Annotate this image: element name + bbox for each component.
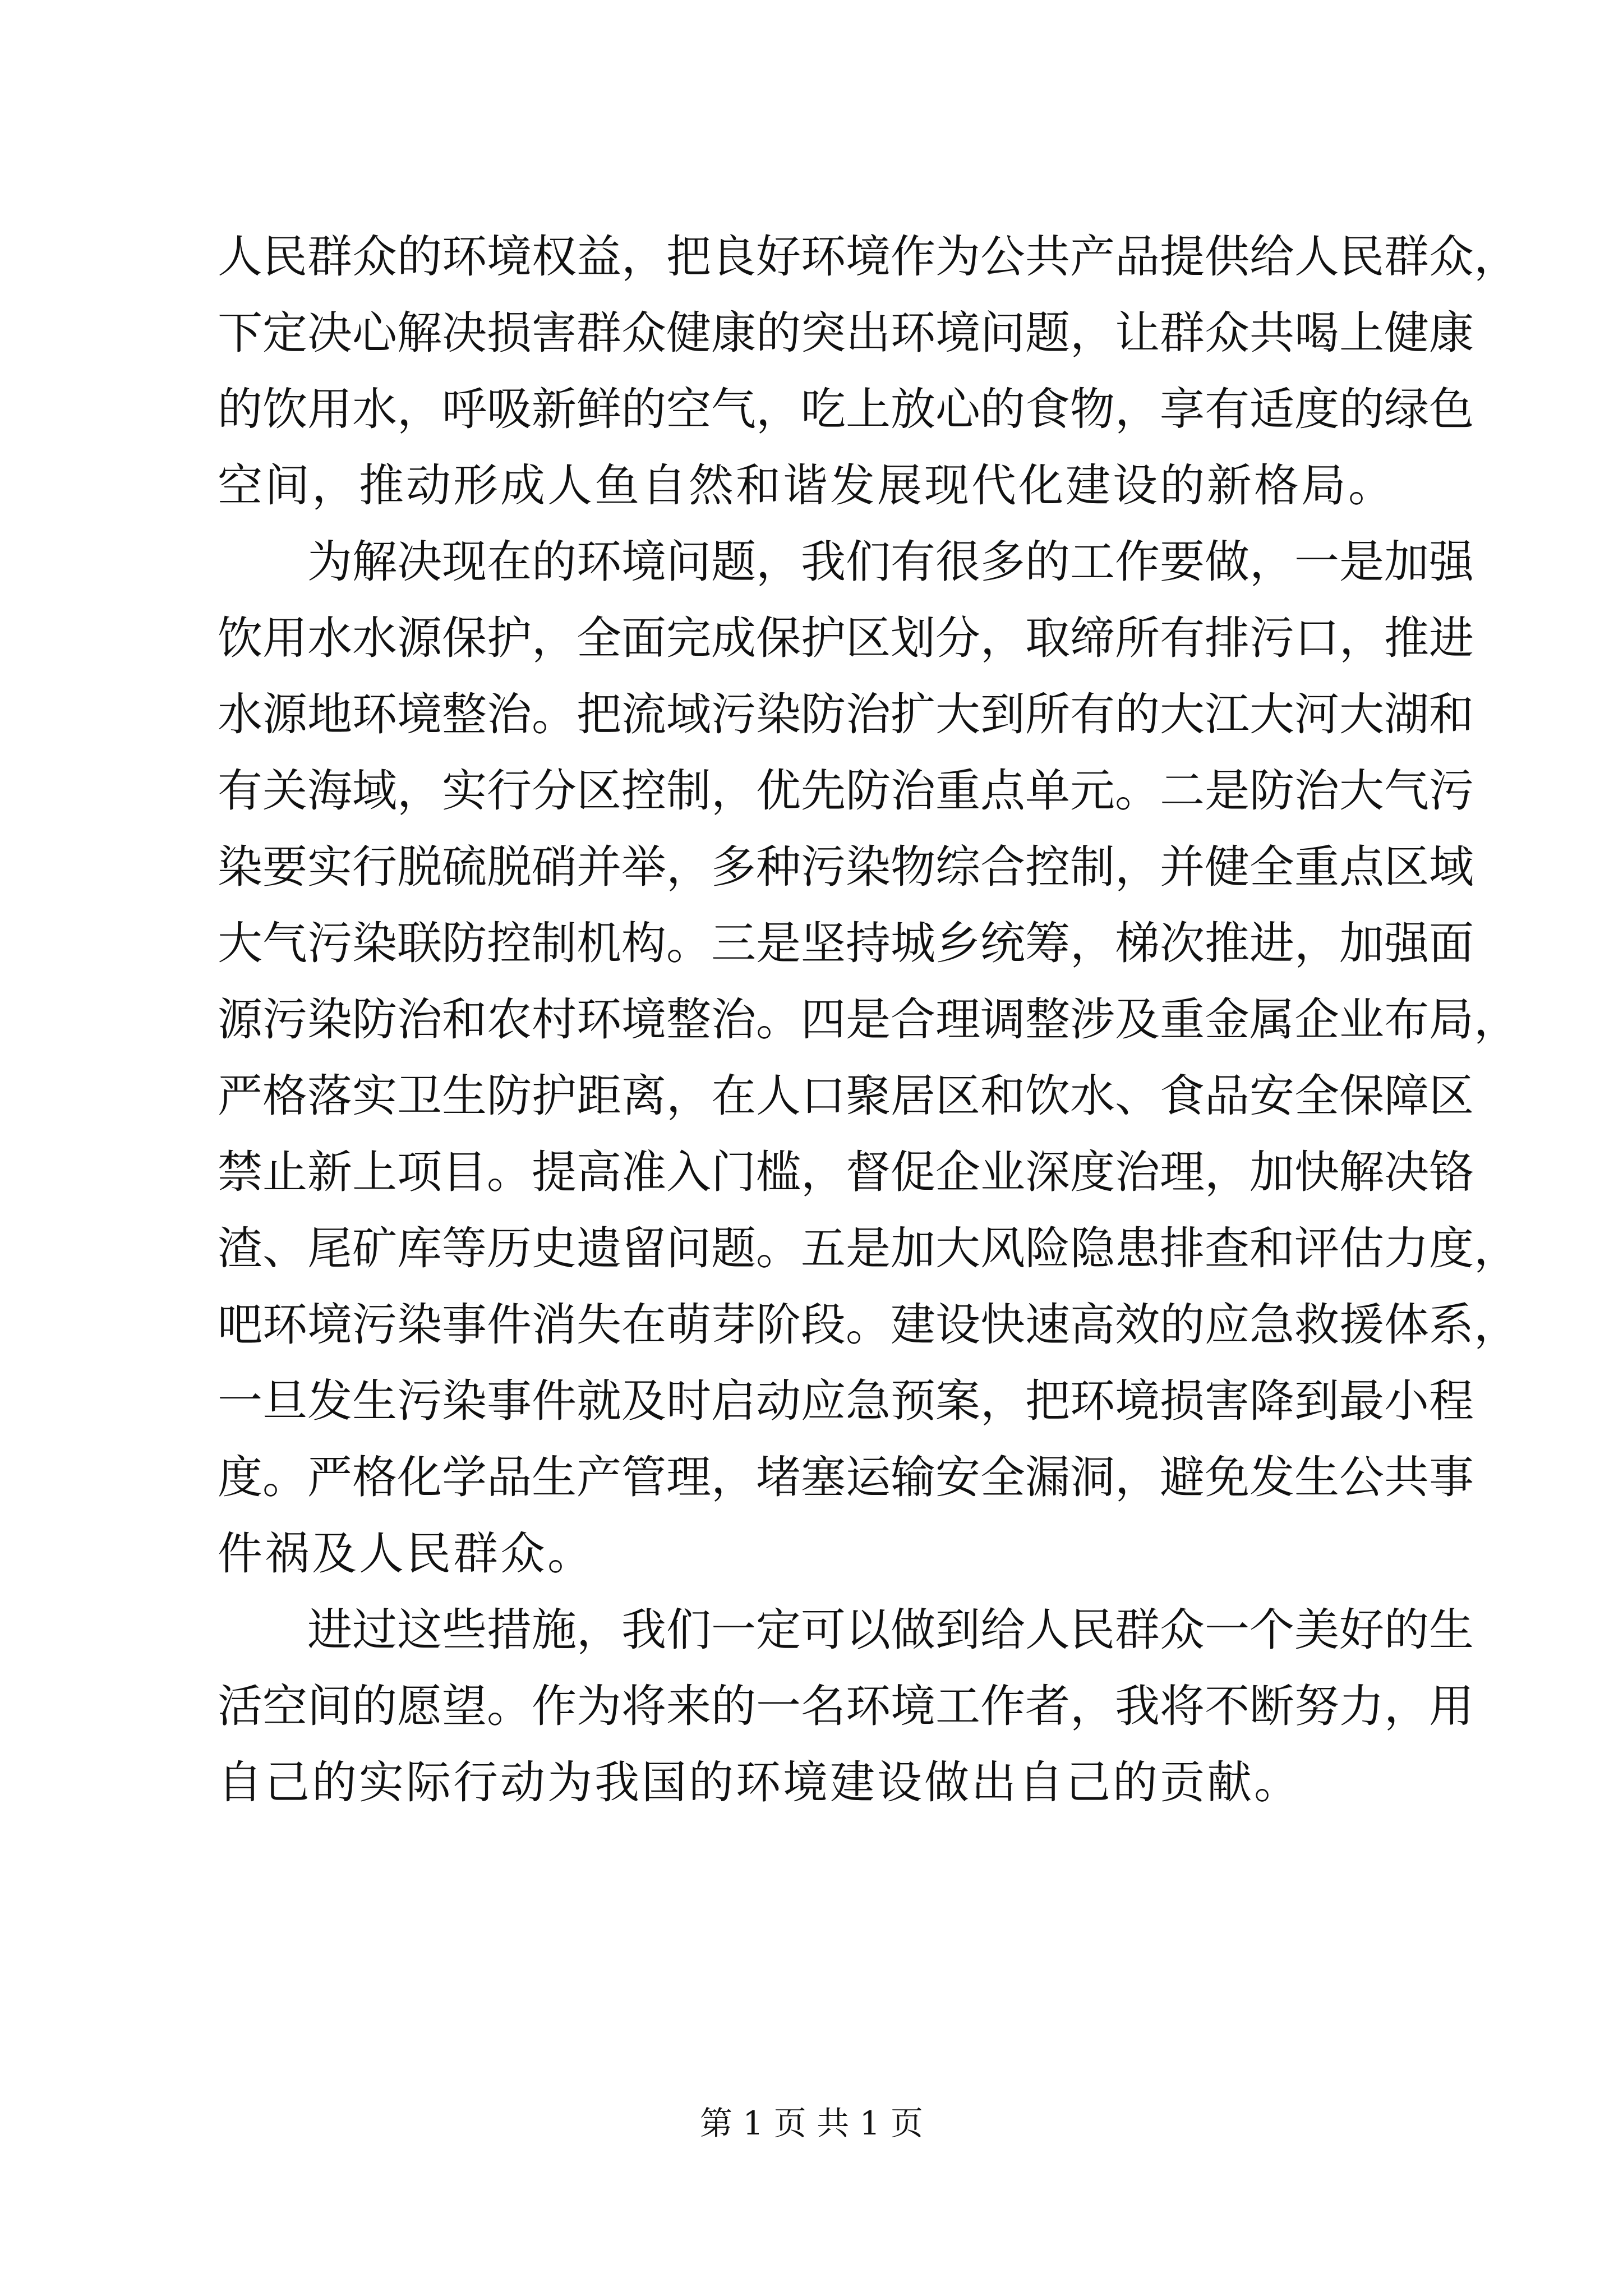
text-line: 活空间的愿望。作为将来的一名环境工作者，我将不断努力，用 (218, 1680, 1474, 1732)
text-line: 进过这些措施，我们一定可以做到给人民群众一个美好的生 (218, 1604, 1474, 1656)
document-body (218, 219, 1519, 1821)
text-line: 饮用水水源保护，全面完成保护区划分，取缔所有排污口，推进 (218, 612, 1474, 664)
text-line: 源污染防治和农村环境整治。四是合理调整涉及重金属企业布局， (218, 993, 1519, 1046)
text-line: 染要实行脱硫脱硝并举，多种污染物综合控制，并健全重点区域 (218, 841, 1474, 893)
text-line: 有关海域，实行分区控制，优先防治重点单元。二是防治大气污 (218, 765, 1474, 817)
text-line: 的饮用水，呼吸新鲜的空气，吃上放心的食物，享有适度的绿色 (218, 383, 1474, 435)
text-line: 严格落实卫生防护距离，在人口聚居区和饮水、食品安全保障区 (218, 1070, 1474, 1122)
text-line: 为解决现在的环境问题，我们有很多的工作要做，一是加强 (218, 536, 1474, 588)
text-line: 吧环境污染事件消失在萌芽阶段。建设快速高效的应急救援体系， (218, 1299, 1519, 1351)
text-line: 度。严格化学品生产管理，堵塞运输安全漏洞，避免发生公共事 (218, 1451, 1474, 1503)
text-line: 空间，推动形成人鱼自然和谐发展现代化建设的新格局。 (218, 459, 1395, 512)
text-line: 渣、尾矿库等历史遗留问题。五是加大风险隐患排查和评估力度， (218, 1222, 1519, 1274)
text-line: 人民群众的环境权益，把良好环境作为公共产品提供给人民群众， (218, 231, 1519, 283)
text-line: 自己的实际行动为我国的环境建设做出自己的贡献。 (218, 1756, 1301, 1809)
text-line: 件祸及人民群众。 (218, 1527, 594, 1580)
text-line: 下定决心解决损害群众健康的突出环境问题，让群众共喝上健康 (218, 307, 1474, 359)
text-line: 禁止新上项目。提高准入门槛，督促企业深度治理，加快解决铬 (218, 1146, 1474, 1198)
text-line: 大气污染联防控制机构。三是坚持城乡统筹，梯次推进，加强面 (218, 917, 1474, 969)
text-line: 一旦发生污染事件就及时启动应急预案，把环境损害降到最小程 (218, 1375, 1474, 1427)
page-footer: 第 1 页 共 1 页 (700, 2104, 923, 2142)
text-line: 水源地环境整治。把流域污染防治扩大到所有的大江大河大湖和 (218, 688, 1474, 740)
